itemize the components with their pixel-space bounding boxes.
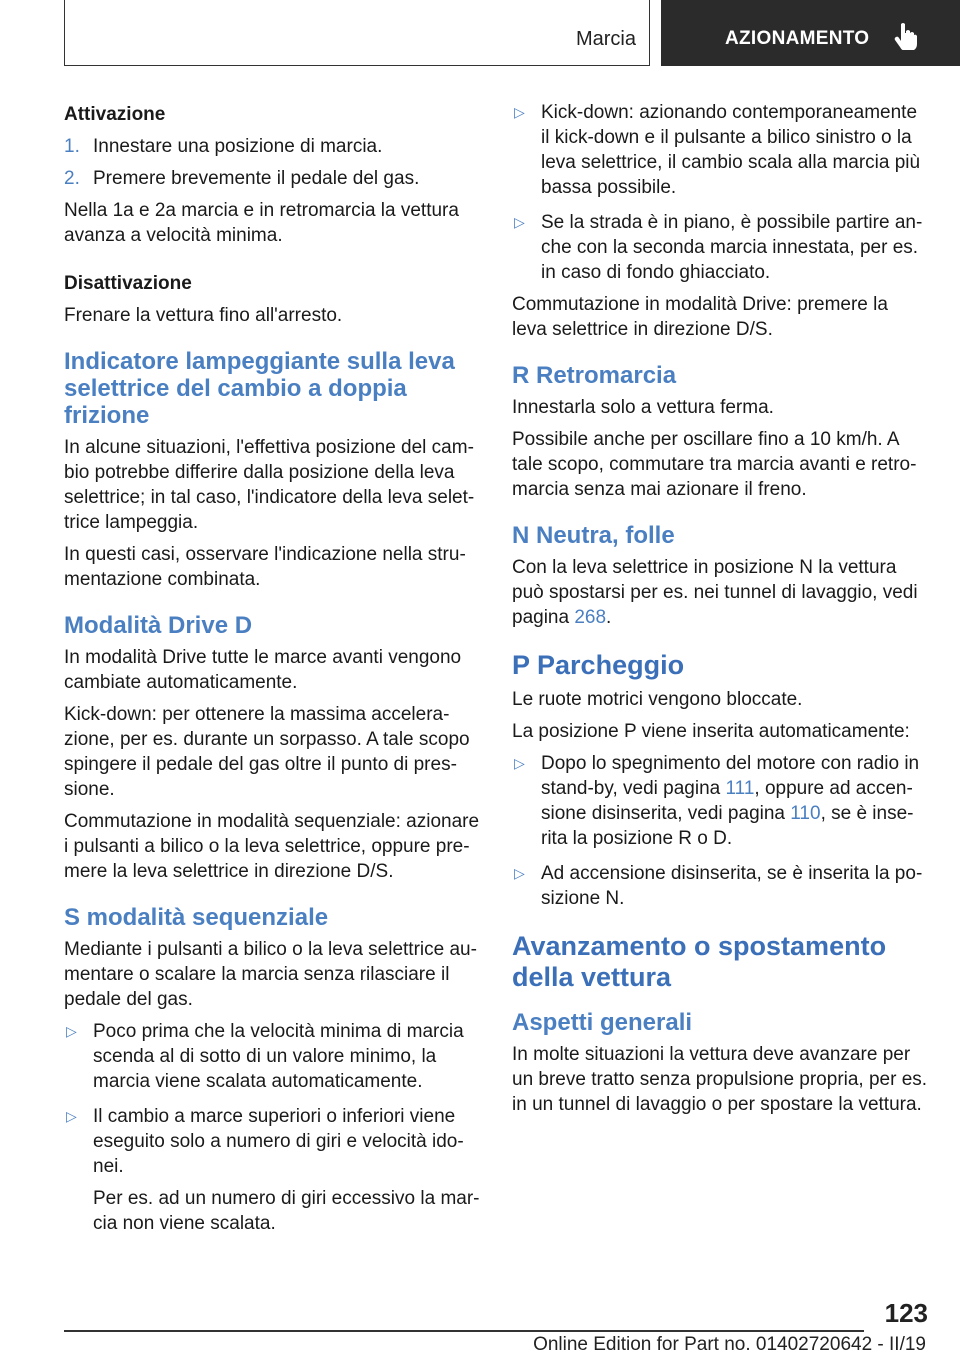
subheading-disattivazione: Disattivazione xyxy=(64,273,192,294)
subheading-attivazione: Attivazione xyxy=(64,104,166,125)
text: . xyxy=(606,607,612,628)
step-number: 2. xyxy=(64,168,80,189)
page-link-111[interactable]: 111 xyxy=(725,778,755,799)
right-column xyxy=(512,100,928,1124)
bullet-text: Se la strada è in piano, è possibile partire anche con la seconda marcia innestata, per es. in caso di fondo ghiacciato. xyxy=(541,212,923,283)
step-text: Premere brevemente il pedale del gas. xyxy=(93,168,420,189)
heading-aspetti-generali: Aspetti generali xyxy=(512,1009,693,1036)
sequenziale-bullets xyxy=(64,1019,480,1179)
paragraph: Nella 1a e 2a marcia e in retromarcia la vettura avanza a velocità minima. xyxy=(64,200,459,246)
bullet-text: Kick-down: azionando contemporaneamente il kick-down e il pulsante a bilico sinistro o la leva selettrice, il cambio scala alla marcia più bassa possibile. xyxy=(541,102,921,198)
heading-parcheggio: P Parcheggio xyxy=(512,650,685,680)
paragraph: In alcune situazioni, l'effettiva posizione del cambio potrebbe differire dalla posizione della leva selettrice; in tal caso, l'indicatore della leva selettrice lampeggia. xyxy=(64,437,475,533)
bullet-text: Il cambio a marce superiori o inferiori viene eseguito solo a numero di giri e velocità idonei. xyxy=(93,1106,464,1177)
bullet-text: , oppure ad accensione disinserita, vedi pagina xyxy=(541,778,913,824)
triangle-bullet-icon: ▷ xyxy=(514,104,525,120)
paragraph: Commutazione in modalità sequenziale: azionare i pulsanti a bilico o la leva selettrice, oppure premere la leva selettrice in direzione D/S. xyxy=(64,811,480,882)
list-item xyxy=(512,861,928,911)
paragraph: Mediante i pulsanti a bilico o la leva selettrice aumentare o scalare la marcia senza rilasciare il pedale del gas. xyxy=(64,939,477,1010)
page-link-268[interactable]: 268 xyxy=(574,607,607,628)
list-item xyxy=(64,1104,480,1179)
text: Con la leva selettrice in posizione N la vettura può spostarsi per es. nei tunnel di lavaggio, vedi pagina xyxy=(512,557,918,628)
triangle-bullet-icon: ▷ xyxy=(514,214,525,230)
heading-indicatore: Indicatore lampeggiante sulla leva selettrice del cambio a doppia frizione xyxy=(64,348,455,429)
triangle-bullet-icon: ▷ xyxy=(66,1108,77,1124)
attivazione-steps xyxy=(64,134,480,191)
step-text: Innestare una posizione di marcia. xyxy=(93,136,383,157)
kickdown-bullets xyxy=(512,100,928,285)
paragraph: Kick-down: per ottenere la massima accelerazione, per es. durante un sorpasso. A tale scopo spingere il pedale del gas oltre il punto di pressione. xyxy=(64,704,470,800)
paragraph: In modalità Drive tutte le marce avanti vengono cambiate automaticamente. xyxy=(64,647,462,693)
list-item xyxy=(512,751,928,851)
list-item xyxy=(512,210,928,285)
header-frame xyxy=(64,0,650,66)
page-link-110[interactable]: 110 xyxy=(790,803,821,824)
header-section-title: Marcia xyxy=(575,28,636,50)
footer-divider xyxy=(64,1330,864,1332)
page-number: 123 xyxy=(884,1298,928,1328)
parcheggio-bullets xyxy=(512,751,928,911)
footer-edition: Online Edition for Part no. 01402720642 - II/19 xyxy=(533,1334,926,1355)
bullet-text: Ad accensione disinserita, se è inserita la posizione N. xyxy=(541,863,923,909)
paragraph: Possibile anche per oscillare fino a 10 km/h. A tale scopo, commutare tra marcia avanti e retromarcia senza mai azionare il freno. xyxy=(512,429,917,500)
list-item xyxy=(64,166,480,191)
heading-neutra: N Neutra, folle xyxy=(512,522,675,549)
heading-retromarcia: R Retromarcia xyxy=(512,362,677,389)
header-chapter-tab[interactable] xyxy=(661,0,960,66)
paragraph: Commutazione in modalità Drive: premere la leva selettrice in direzione D/S. xyxy=(512,294,888,340)
paragraph: Frenare la vettura fino all'arresto. xyxy=(64,305,343,326)
paragraph: In molte situazioni la vettura deve avanzare per un breve tratto senza propulsione propria, per es. in un tunnel di lavaggio o per spostare la vettura. xyxy=(512,1044,928,1115)
paragraph: Le ruote motrici vengono bloccate. xyxy=(512,689,803,710)
heading-sequenziale: S modalità sequenziale xyxy=(64,904,329,931)
page-header xyxy=(0,0,960,66)
bullet-text: Dopo lo spegnimento del motore con radio in stand-by, vedi pagina xyxy=(541,753,920,799)
list-item xyxy=(64,134,480,159)
bullet-note: Per es. ad un numero di giri eccessivo la marcia non viene scalata. xyxy=(93,1188,480,1234)
left-column xyxy=(64,100,480,1243)
bullet-text: Poco prima che la velocità minima di marcia scenda al di sotto di un valore minimo, la marcia viene scalata automaticamente. xyxy=(93,1021,464,1092)
step-number: 1. xyxy=(64,136,80,157)
paragraph: Innestarla solo a vettura ferma. xyxy=(512,397,774,418)
header-chapter-label: AZIONAMENTO xyxy=(725,28,870,49)
paragraph: La posizione P viene inserita automaticamente: xyxy=(512,721,910,742)
triangle-bullet-icon: ▷ xyxy=(514,755,525,771)
paragraph: In questi casi, osservare l'indicazione nella strumentazione combinata. xyxy=(64,544,466,590)
list-item xyxy=(64,1019,480,1094)
list-item xyxy=(512,100,928,200)
bullet-text: , se è inserita la posizione R o D. xyxy=(541,803,914,849)
heading-drive: Modalità Drive D xyxy=(64,612,253,639)
hand-pointer-icon xyxy=(893,22,919,50)
triangle-bullet-icon: ▷ xyxy=(66,1023,77,1039)
heading-avanzamento: Avanzamento o spostamento della vettura xyxy=(512,931,887,992)
paragraph xyxy=(512,555,928,630)
triangle-bullet-icon: ▷ xyxy=(514,865,525,881)
